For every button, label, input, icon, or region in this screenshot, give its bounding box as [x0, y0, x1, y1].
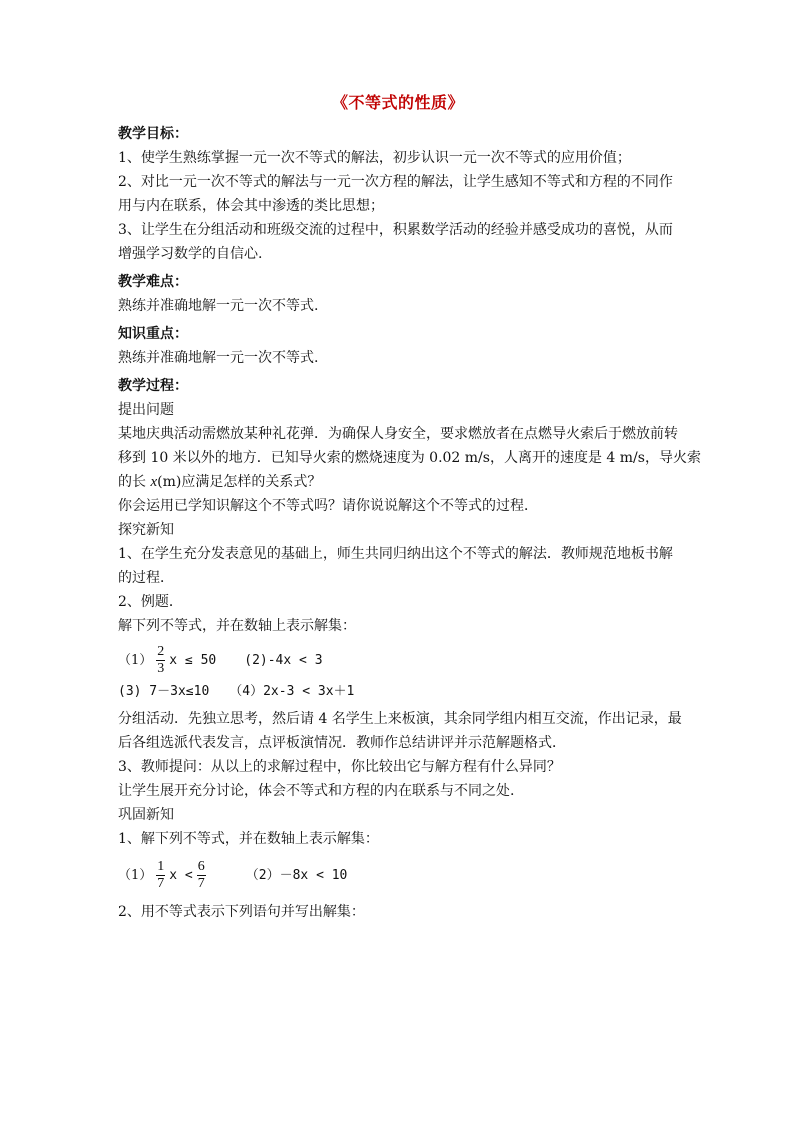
variable-x: x: [150, 474, 158, 490]
group-activity: 后各组选派代表发言，点评板演情况．教师作总结讲评并示范解题格式．: [118, 735, 566, 751]
fraction-denominator: 3: [157, 661, 165, 676]
example-row-1: [118, 644, 678, 677]
goals-item: 2、对比一元一次不等式的解法与一元一次方程的解法，让学生感知不等式和方程的不同作: [118, 174, 673, 190]
goals-heading: 教学目标：: [118, 126, 188, 142]
exercise-expression: （2）－8x < 10: [245, 867, 348, 883]
example-expression: （4）2x-3 < 3x＋1: [229, 684, 355, 699]
fraction-six-sevenths: [197, 859, 206, 892]
section-title-explore: 探究新知: [118, 522, 174, 538]
fraction-denominator: 7: [157, 876, 165, 891]
document-title: 《不等式的性质》: [331, 93, 464, 112]
example-row-2: [118, 683, 678, 701]
fraction-denominator: 7: [197, 876, 205, 891]
keypoint-text: 熟练并准确地解一元一次不等式.: [118, 350, 319, 366]
document-page: [118, 92, 701, 924]
problem-line: 移到 10 米以外的地方．已知导火索的燃烧速度为 0.02 m/s，人离开的速度是 4 m/s，导火索: [118, 450, 701, 466]
goals-item: 用与内在联系，体会其中渗透的类比思想；: [118, 198, 384, 214]
group-activity: 分组活动．先独立思考，然后请 4 名学生上来板演，其余同学组内相互交流，作出记录，最: [118, 711, 682, 727]
explore-item: 1、在学生充分发表意见的基础上，师生共同归纳出这个不等式的解法．教师规范地板书解: [118, 546, 673, 562]
consolidate-item: 2、用不等式表示下列语句并写出解集：: [118, 904, 365, 920]
goals-item: 3、让学生在分组活动和班级交流的过程中，积累数学活动的经验并感受成功的喜悦，从而: [118, 222, 673, 238]
goals-item: 增强学习数学的自信心.: [118, 246, 263, 262]
process-heading: 教学过程：: [118, 378, 188, 394]
difficulty-text: 熟练并准确地解一元一次不等式.: [118, 298, 319, 314]
problem-text: (m)应满足怎样的关系式？: [157, 474, 322, 490]
fraction-numerator: 1: [157, 859, 165, 874]
exercise-label: （1）: [118, 867, 153, 883]
explore-item: 2、例题．: [118, 594, 183, 610]
problem-line: 某地庆典活动需燃放某种礼花弹．为确保人身安全，要求燃放者在点燃导火索后于燃放前转: [118, 426, 678, 442]
fraction-one-seventh: [156, 859, 165, 892]
section-title-consolidate: 巩固新知: [118, 807, 174, 823]
consolidate-item: 1、解下列不等式，并在数轴上表示解集：: [118, 831, 379, 847]
exercise-expression: x <: [169, 867, 193, 883]
section-title-problem: 提出问题: [118, 402, 174, 418]
goals-item: 1、使学生熟练掌握一元一次不等式的解法，初步认识一元一次不等式的应用价值；: [118, 150, 631, 166]
explore-task: 解下列不等式，并在数轴上表示解集：: [118, 618, 356, 634]
example-expression: x ≤ 50: [169, 652, 217, 668]
difficulty-heading: 教学难点：: [118, 274, 188, 290]
example-label: （1）: [118, 652, 153, 668]
problem-text: 的长: [118, 474, 151, 490]
fraction-two-thirds: [156, 644, 165, 677]
explore-item: 的过程．: [118, 570, 174, 586]
example-expression: (2)-4x < 3: [244, 652, 323, 668]
problem-line: [118, 470, 678, 494]
fraction-numerator: 6: [197, 859, 205, 874]
question-line: 你会运用已学知识解这个不等式吗？请你说说解这个不等式的过程．: [118, 498, 538, 514]
explore-item: 3、教师提问：从以上的求解过程中，你比较出它与解方程有什么异同？: [118, 759, 561, 775]
exercise-row: [118, 859, 678, 892]
fraction-numerator: 2: [157, 644, 165, 659]
keypoint-heading: 知识重点：: [118, 326, 188, 342]
discussion-line: 让学生展开充分讨论，体会不等式和方程的内在联系与不同之处.: [118, 783, 515, 799]
example-expression: (3) 7－3x≤10: [118, 684, 210, 699]
